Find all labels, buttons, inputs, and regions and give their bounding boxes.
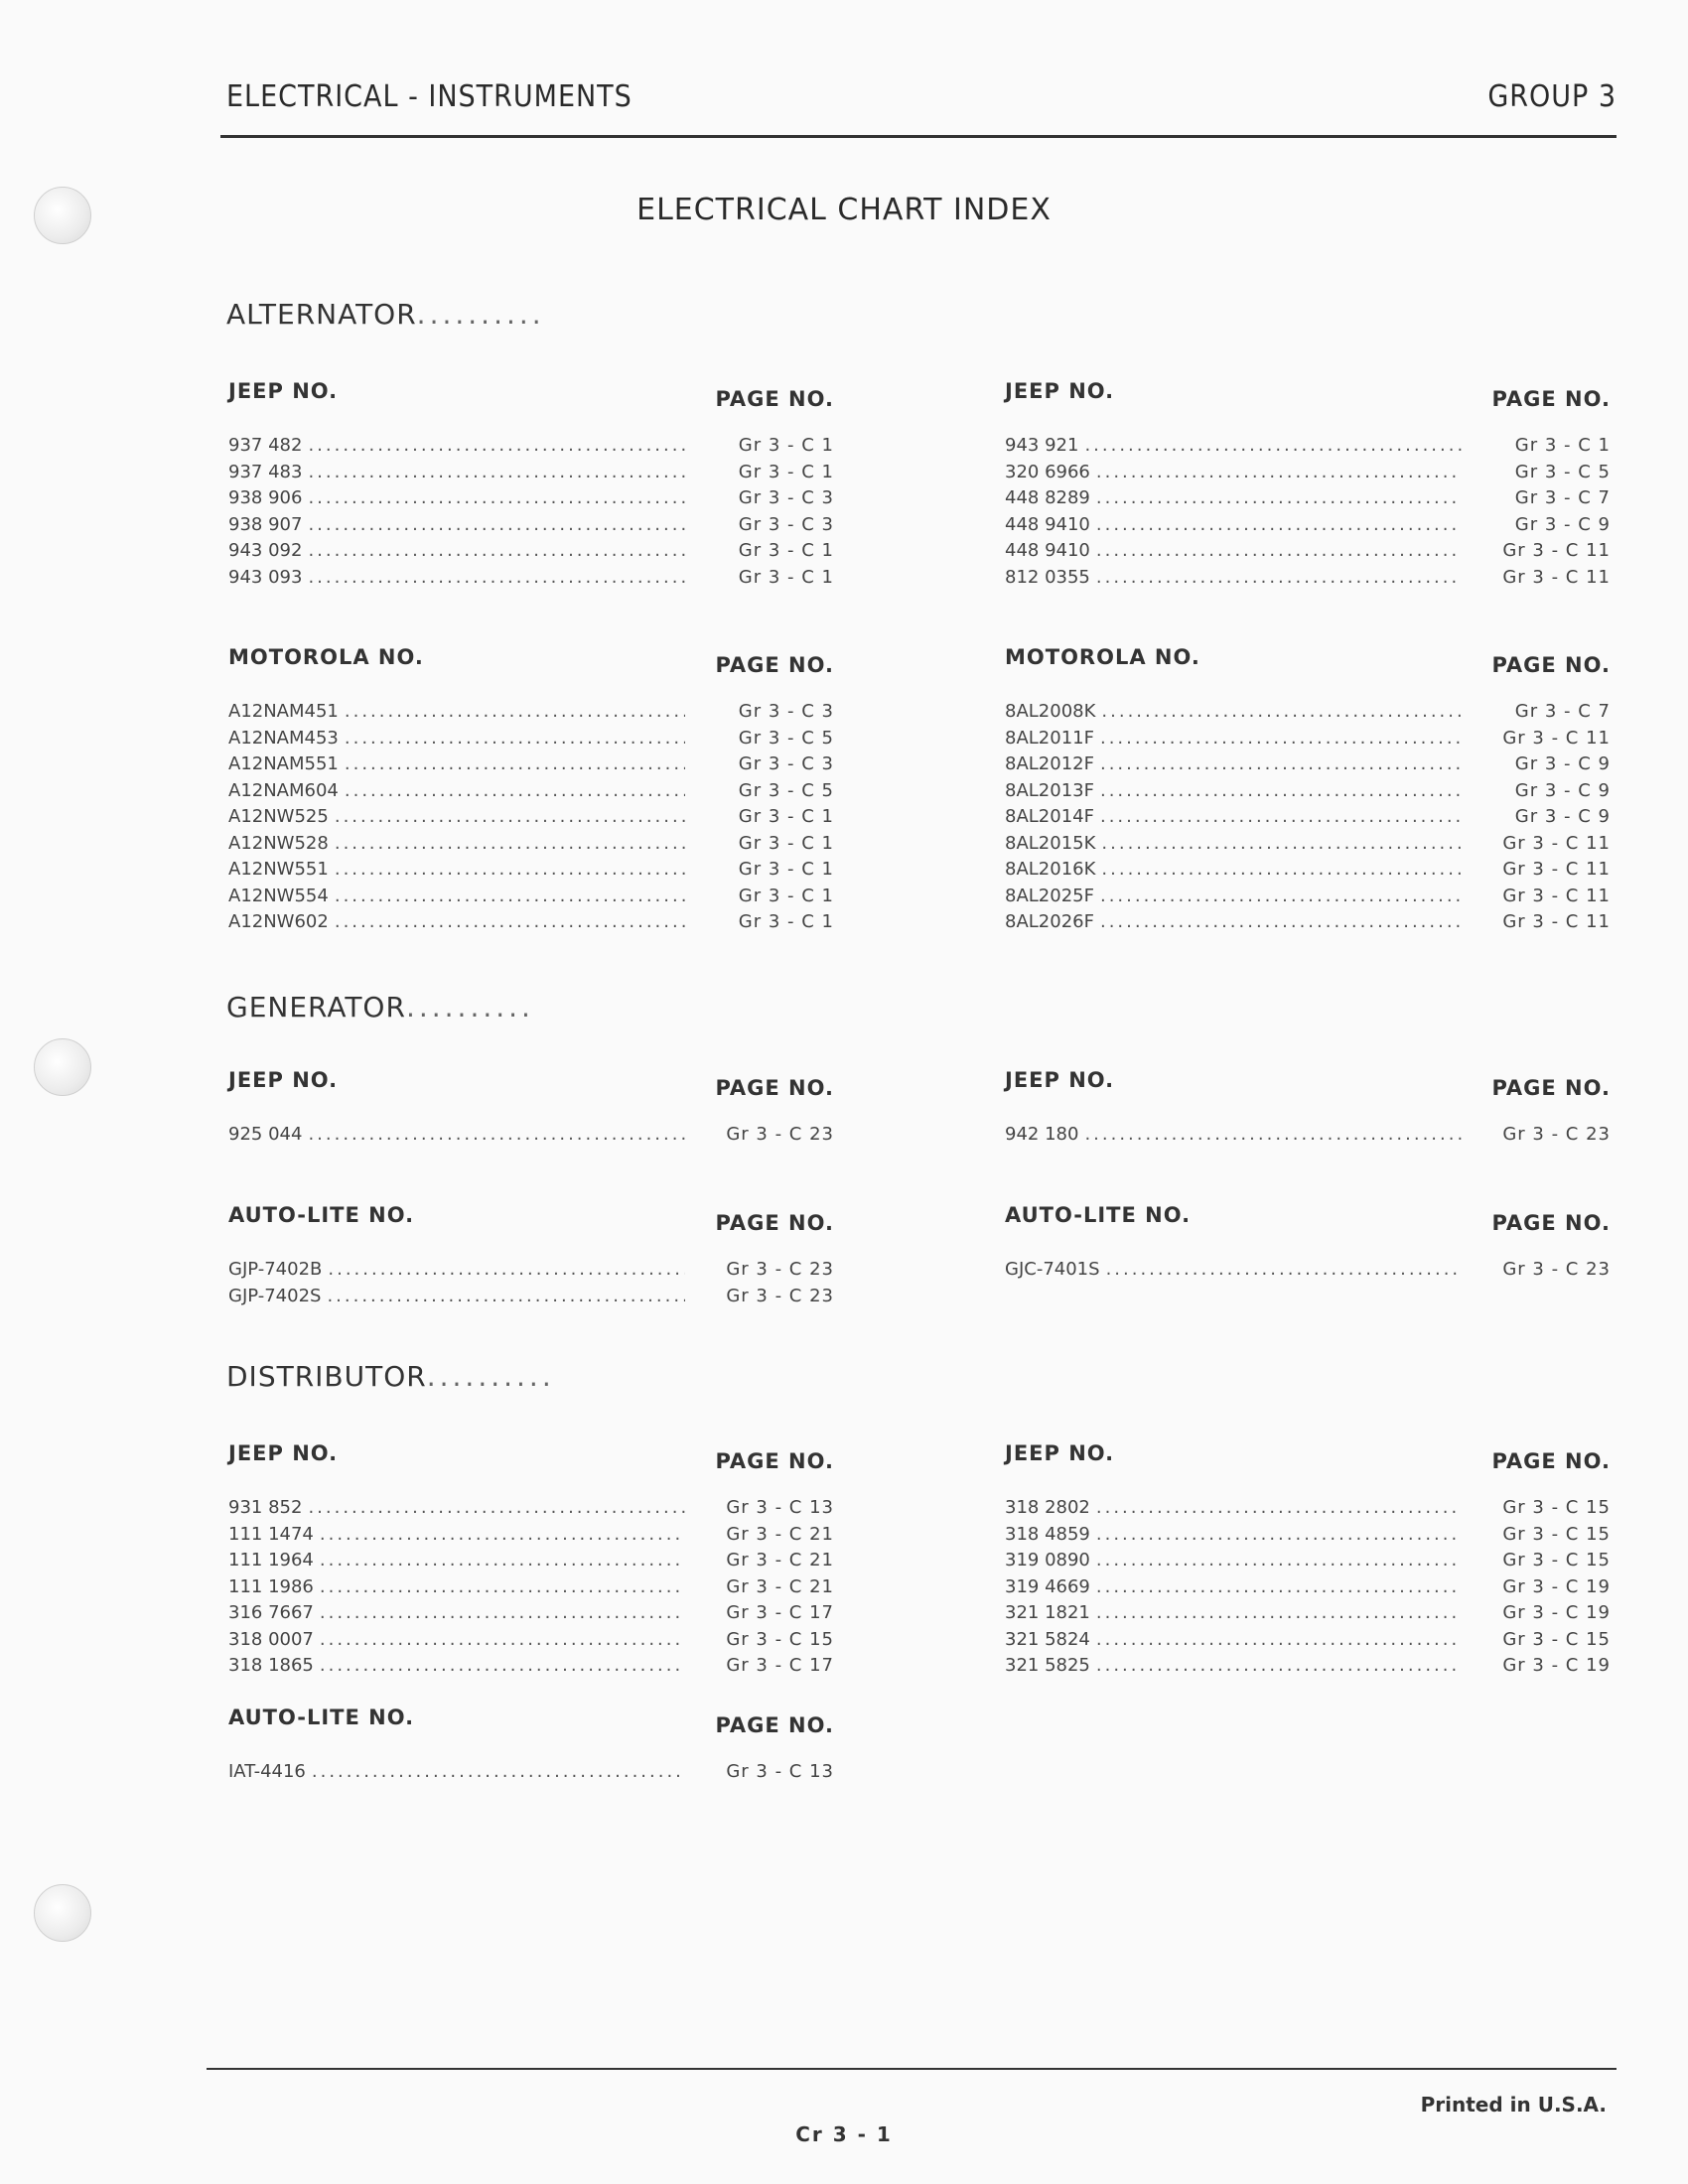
dot-leader: [339, 701, 685, 722]
column-header: [228, 1706, 834, 1761]
index-entries: [1005, 435, 1611, 593]
column-header: [1005, 379, 1611, 435]
index-entry: [1005, 487, 1611, 514]
page-reference: Gr 3 - C 11: [1502, 727, 1611, 749]
part-number: 319 0890: [1005, 1550, 1090, 1570]
page-reference: Gr 3 - C 15: [1502, 1550, 1611, 1570]
dot-leader: [1090, 567, 1462, 588]
dot-leader: [302, 435, 685, 456]
alternator-jeep-right: [1005, 379, 1611, 593]
dot-leader: [1100, 1259, 1462, 1280]
dot-leader: [302, 1497, 685, 1518]
part-number: 943 092: [228, 540, 303, 561]
page-reference: Gr 3 - C 1: [738, 806, 834, 827]
column-header: [228, 1441, 834, 1497]
footer-page-number: Cr 3 - 1: [795, 2122, 893, 2146]
part-number: GJC-7401S: [1005, 1259, 1100, 1280]
part-number: 111 1964: [228, 1550, 314, 1570]
generator-jeep-left: [228, 1068, 834, 1151]
index-entry: [1005, 1629, 1611, 1656]
index-entry: [228, 1576, 834, 1603]
part-number: 931 852: [228, 1497, 303, 1518]
part-number: 316 7667: [228, 1602, 314, 1623]
page-reference: Gr 3 - C 11: [1502, 859, 1611, 880]
page-reference: Gr 3 - C 19: [1502, 1575, 1611, 1597]
dot-leader: [314, 1655, 685, 1676]
dot-leader: [321, 1286, 685, 1306]
part-number: A12NW528: [228, 832, 329, 854]
part-number-column-label: JEEP NO.: [1005, 379, 1115, 403]
page-reference: Gr 3 - C 23: [1502, 1259, 1611, 1280]
page-reference: Gr 3 - C 1: [738, 566, 834, 588]
part-number: GJP-7402B: [228, 1259, 323, 1280]
page-number-column-label: PAGE NO.: [715, 1449, 834, 1473]
part-number: A12NAM551: [228, 753, 339, 774]
index-entry: [1005, 1497, 1611, 1524]
part-number: 8AL2011F: [1005, 727, 1094, 749]
generator-autolite-right: [1005, 1203, 1611, 1286]
index-entry: [1005, 1550, 1611, 1576]
binder-hole-bottom: [34, 1884, 91, 1942]
index-entry: [228, 540, 834, 567]
page-reference: Gr 3 - C 11: [1502, 540, 1611, 561]
part-number-column-label: AUTO-LITE NO.: [228, 1706, 415, 1729]
index-entry: [228, 753, 834, 780]
page-reference: Gr 3 - C 15: [1502, 1497, 1611, 1518]
generator-jeep-right: [1005, 1068, 1611, 1151]
section-label: DISTRIBUTOR: [226, 1360, 427, 1393]
dot-leader: [314, 1576, 685, 1597]
dot-leader: [1090, 514, 1462, 535]
header-group: GROUP 3: [1487, 79, 1617, 114]
dot-leader: [1090, 1629, 1462, 1650]
part-number: 321 5825: [1005, 1655, 1090, 1676]
part-number-column-label: JEEP NO.: [228, 379, 339, 403]
header-rule: [220, 135, 1617, 138]
alternator-motorola-right: [1005, 645, 1611, 938]
index-entries: [228, 1259, 834, 1311]
page-reference: Gr 3 - C 15: [726, 1628, 834, 1650]
alternator-motorola-left: [228, 645, 834, 938]
part-number: 111 1474: [228, 1523, 314, 1545]
page-reference: Gr 3 - C 1: [738, 911, 834, 932]
index-entries: [228, 1497, 834, 1682]
dot-leader: [1090, 487, 1462, 508]
page-reference: Gr 3 - C 19: [1502, 1602, 1611, 1623]
section-label: ALTERNATOR: [226, 298, 417, 331]
page-reference: Gr 3 - C 1: [738, 832, 834, 854]
page-number-column-label: PAGE NO.: [1491, 1449, 1611, 1473]
dot-leader: [1094, 728, 1462, 749]
index-entries: [1005, 1124, 1611, 1151]
dot-leader: [1095, 833, 1462, 854]
dot-leader: [329, 833, 685, 854]
page-reference: Gr 3 - C 1: [738, 435, 834, 456]
part-number: 937 482: [228, 435, 303, 456]
page-reference: Gr 3 - C 23: [726, 1124, 834, 1145]
dot-leader: [314, 1602, 685, 1623]
dot-leader: [1078, 435, 1462, 456]
index-entry: [1005, 728, 1611, 754]
column-header: [228, 1203, 834, 1259]
index-entry: [228, 1629, 834, 1656]
page-reference: Gr 3 - C 5: [738, 727, 834, 749]
column-header: [228, 1068, 834, 1124]
page-reference: Gr 3 - C 5: [1514, 461, 1611, 482]
page-reference: Gr 3 - C 9: [1514, 779, 1611, 801]
part-number: 8AL2025F: [1005, 885, 1094, 906]
part-number-column-label: JEEP NO.: [228, 1441, 339, 1465]
generator-autolite-left: [228, 1203, 834, 1311]
part-number: A12NAM451: [228, 701, 339, 722]
index-entry: [228, 1761, 834, 1788]
index-entry: [1005, 540, 1611, 567]
dot-leader: [1094, 911, 1462, 932]
index-entry: [228, 859, 834, 886]
dot-leader: [329, 911, 685, 932]
dot-leader: [1095, 859, 1462, 880]
page-reference: Gr 3 - C 23: [1502, 1124, 1611, 1145]
section-leader: ..........: [405, 991, 534, 1024]
index-entry: [1005, 1259, 1611, 1286]
page-reference: Gr 3 - C 19: [1502, 1655, 1611, 1676]
page-number-column-label: PAGE NO.: [715, 653, 834, 677]
part-number: A12NW525: [228, 806, 329, 827]
part-number: 8AL2026F: [1005, 911, 1094, 932]
index-entry: [228, 462, 834, 488]
page-reference: Gr 3 - C 23: [726, 1259, 834, 1280]
dot-leader: [329, 886, 685, 906]
index-entry: [228, 728, 834, 754]
dot-leader: [1094, 886, 1462, 906]
index-entry: [1005, 753, 1611, 780]
dot-leader: [302, 462, 685, 482]
section-heading-alternator: [226, 298, 545, 331]
page-reference: Gr 3 - C 17: [726, 1655, 834, 1676]
part-number: 321 5824: [1005, 1628, 1090, 1650]
index-entries: [228, 435, 834, 593]
column-header: [228, 645, 834, 701]
page-number-column-label: PAGE NO.: [715, 1713, 834, 1737]
part-number-column-label: MOTOROLA NO.: [1005, 645, 1200, 669]
section-heading-generator: [226, 991, 534, 1024]
alternator-jeep-left: [228, 379, 834, 593]
part-number: 938 907: [228, 513, 303, 535]
part-number: 318 2802: [1005, 1497, 1090, 1518]
dot-leader: [329, 859, 685, 880]
index-entries: [1005, 1497, 1611, 1682]
index-entry: [228, 514, 834, 541]
dot-leader: [314, 1524, 685, 1545]
dot-leader: [1090, 1550, 1462, 1570]
index-entry: [228, 567, 834, 594]
index-entry: [1005, 462, 1611, 488]
part-number: 8AL2013F: [1005, 779, 1094, 801]
page-reference: Gr 3 - C 7: [1514, 701, 1611, 722]
part-number: A12NAM453: [228, 727, 339, 749]
index-entry: [1005, 701, 1611, 728]
index-entry: [1005, 514, 1611, 541]
part-number: 321 1821: [1005, 1602, 1090, 1623]
part-number: 8AL2015K: [1005, 832, 1096, 854]
dot-leader: [302, 540, 685, 561]
section-leader: ..........: [416, 298, 545, 331]
footer-rule: [207, 2068, 1617, 2070]
footer-printed-note: Printed in U.S.A.: [1420, 2093, 1607, 2116]
dot-leader: [302, 514, 685, 535]
index-entry: [1005, 567, 1611, 594]
part-number: IAT-4416: [228, 1761, 306, 1782]
part-number: 8AL2012F: [1005, 753, 1094, 774]
page-reference: Gr 3 - C 15: [1502, 1523, 1611, 1545]
index-entry: [228, 1497, 834, 1524]
page-reference: Gr 3 - C 11: [1502, 832, 1611, 854]
dot-leader: [1094, 780, 1462, 801]
page-reference: Gr 3 - C 21: [726, 1575, 834, 1597]
index-entry: [228, 886, 834, 912]
page-number-column-label: PAGE NO.: [1491, 1076, 1611, 1100]
part-number-column-label: JEEP NO.: [228, 1068, 339, 1092]
dot-leader: [329, 806, 685, 827]
index-entry: [1005, 780, 1611, 807]
page-reference: Gr 3 - C 21: [726, 1523, 834, 1545]
part-number: 320 6966: [1005, 461, 1090, 482]
dot-leader: [1090, 462, 1462, 482]
page-reference: Gr 3 - C 13: [726, 1761, 834, 1782]
page-number-column-label: PAGE NO.: [1491, 1211, 1611, 1235]
dot-leader: [302, 567, 685, 588]
dot-leader: [306, 1761, 685, 1782]
part-number: 942 180: [1005, 1124, 1079, 1145]
part-number: A12NW602: [228, 911, 329, 932]
index-entry: [228, 833, 834, 860]
page-reference: Gr 3 - C 9: [1514, 753, 1611, 774]
index-entry: [228, 1524, 834, 1551]
index-entry: [228, 1655, 834, 1682]
page-reference: Gr 3 - C 7: [1514, 487, 1611, 508]
part-number: 925 044: [228, 1124, 303, 1145]
dot-leader: [314, 1550, 685, 1570]
page-reference: Gr 3 - C 1: [738, 540, 834, 561]
page-reference: Gr 3 - C 1: [1514, 435, 1611, 456]
column-header: [1005, 645, 1611, 701]
part-number: 448 9410: [1005, 540, 1090, 561]
page-number-column-label: PAGE NO.: [715, 387, 834, 411]
binder-hole-middle: [34, 1038, 91, 1096]
page-reference: Gr 3 - C 1: [738, 859, 834, 880]
dot-leader: [1090, 540, 1462, 561]
index-entry: [228, 780, 834, 807]
index-entries: [228, 1124, 834, 1151]
dot-leader: [1090, 1576, 1462, 1597]
part-number: 812 0355: [1005, 566, 1090, 588]
page-number-column-label: PAGE NO.: [1491, 653, 1611, 677]
section-heading-distributor: [226, 1360, 555, 1393]
dot-leader: [339, 728, 685, 749]
dot-leader: [1095, 701, 1462, 722]
page-reference: Gr 3 - C 11: [1502, 566, 1611, 588]
page-reference: Gr 3 - C 1: [738, 885, 834, 906]
column-header: [1005, 1068, 1611, 1124]
index-entry: [1005, 435, 1611, 462]
page-number-column-label: PAGE NO.: [715, 1211, 834, 1235]
part-number: 448 8289: [1005, 487, 1090, 508]
index-entry: [1005, 1124, 1611, 1151]
page-title: ELECTRICAL CHART INDEX: [636, 193, 1052, 227]
page-reference: Gr 3 - C 3: [738, 487, 834, 508]
dot-leader: [1090, 1524, 1462, 1545]
dot-leader: [1094, 806, 1462, 827]
index-entry: [228, 701, 834, 728]
dot-leader: [302, 1124, 685, 1145]
dot-leader: [322, 1259, 685, 1280]
part-number: 943 921: [1005, 435, 1079, 456]
index-entry: [228, 806, 834, 833]
dot-leader: [302, 487, 685, 508]
page-number-column-label: PAGE NO.: [1491, 387, 1611, 411]
column-header: [1005, 1203, 1611, 1259]
page-reference: Gr 3 - C 21: [726, 1550, 834, 1570]
index-entry: [228, 911, 834, 938]
index-entry: [1005, 1524, 1611, 1551]
index-entry: [228, 1550, 834, 1576]
page-reference: Gr 3 - C 5: [738, 779, 834, 801]
index-entries: [1005, 1259, 1611, 1286]
part-number: 111 1986: [228, 1575, 314, 1597]
part-number: 938 906: [228, 487, 303, 508]
part-number: A12NW551: [228, 859, 329, 880]
index-entry: [1005, 833, 1611, 860]
dot-leader: [1090, 1602, 1462, 1623]
part-number-column-label: MOTOROLA NO.: [228, 645, 424, 669]
part-number: 319 4669: [1005, 1575, 1090, 1597]
part-number: A12NAM604: [228, 779, 339, 801]
index-entry: [228, 487, 834, 514]
header-section-title: ELECTRICAL - INSTRUMENTS: [226, 79, 633, 114]
column-header: [1005, 1441, 1611, 1497]
part-number: 318 0007: [228, 1628, 314, 1650]
page-reference: Gr 3 - C 3: [738, 701, 834, 722]
index-entry: [228, 1124, 834, 1151]
index-entry: [228, 1602, 834, 1629]
distributor-jeep-left: [228, 1441, 834, 1682]
page-reference: Gr 3 - C 3: [738, 753, 834, 774]
part-number: 8AL2008K: [1005, 701, 1096, 722]
page-reference: Gr 3 - C 11: [1502, 885, 1611, 906]
dot-leader: [1078, 1124, 1462, 1145]
index-entries: [1005, 701, 1611, 938]
section-label: GENERATOR: [226, 991, 406, 1024]
page-reference: Gr 3 - C 11: [1502, 911, 1611, 932]
index-entry: [1005, 911, 1611, 938]
index-entry: [1005, 806, 1611, 833]
page-reference: Gr 3 - C 9: [1514, 806, 1611, 827]
part-number: 318 4859: [1005, 1523, 1090, 1545]
index-entry: [228, 435, 834, 462]
dot-leader: [339, 780, 685, 801]
part-number: GJP-7402S: [228, 1285, 322, 1306]
page-reference: Gr 3 - C 9: [1514, 513, 1611, 535]
page-reference: Gr 3 - C 13: [726, 1497, 834, 1518]
index-entries: [228, 701, 834, 938]
index-entry: [228, 1259, 834, 1286]
part-number-column-label: JEEP NO.: [1005, 1441, 1115, 1465]
page-reference: Gr 3 - C 1: [738, 461, 834, 482]
section-leader: ..........: [426, 1360, 555, 1393]
dot-leader: [1090, 1497, 1462, 1518]
dot-leader: [1090, 1655, 1462, 1676]
part-number: 8AL2014F: [1005, 806, 1094, 827]
part-number: 8AL2016K: [1005, 859, 1096, 880]
part-number: A12NW554: [228, 885, 329, 906]
index-entry: [228, 1286, 834, 1312]
part-number: 943 093: [228, 566, 303, 588]
dot-leader: [314, 1629, 685, 1650]
part-number-column-label: AUTO-LITE NO.: [1005, 1203, 1192, 1227]
index-entry: [1005, 1602, 1611, 1629]
page-number-column-label: PAGE NO.: [715, 1076, 834, 1100]
part-number: 448 9410: [1005, 513, 1090, 535]
index-entry: [1005, 886, 1611, 912]
index-entry: [1005, 859, 1611, 886]
distributor-jeep-right: [1005, 1441, 1611, 1682]
page-reference: Gr 3 - C 3: [738, 513, 834, 535]
part-number: 318 1865: [228, 1655, 314, 1676]
part-number-column-label: AUTO-LITE NO.: [228, 1203, 415, 1227]
column-header: [228, 379, 834, 435]
index-entries: [228, 1761, 834, 1788]
dot-leader: [1094, 753, 1462, 774]
page-reference: Gr 3 - C 23: [726, 1285, 834, 1306]
index-entry: [1005, 1576, 1611, 1603]
part-number-column-label: JEEP NO.: [1005, 1068, 1115, 1092]
page-reference: Gr 3 - C 17: [726, 1602, 834, 1623]
page-reference: Gr 3 - C 15: [1502, 1628, 1611, 1650]
dot-leader: [339, 753, 685, 774]
distributor-autolite-left: [228, 1706, 834, 1788]
part-number: 937 483: [228, 461, 303, 482]
index-entry: [1005, 1655, 1611, 1682]
